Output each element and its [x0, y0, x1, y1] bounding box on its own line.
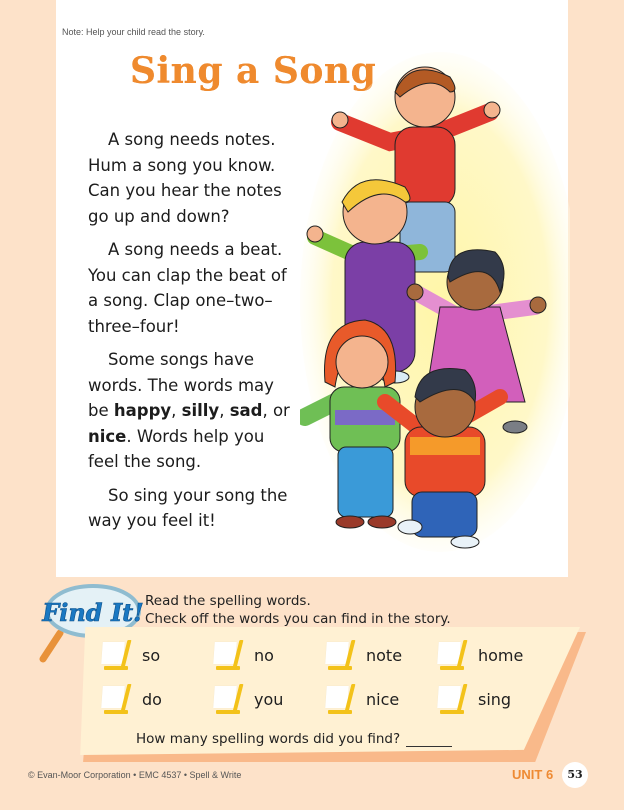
checkbox[interactable] [436, 684, 466, 714]
word-item-nice[interactable] [324, 684, 436, 714]
unit-label: UNIT 6 [512, 767, 554, 782]
word-item-sing[interactable] [436, 684, 548, 714]
word-item-home[interactable] [436, 640, 548, 670]
word-item-you[interactable] [212, 684, 324, 714]
word-label: note [366, 645, 403, 665]
bold-word: silly [181, 401, 220, 420]
bold-word: nice [88, 426, 127, 446]
find-it-instructions [145, 592, 451, 628]
checkbox[interactable] [212, 684, 242, 714]
parent-note: Note: Help your child read the story. [62, 27, 205, 37]
word-label: nice [366, 689, 400, 709]
word-item-so[interactable] [100, 640, 212, 670]
footer-credit: © Evan-Moor Corporation • EMC 4537 • Spell & Write [28, 770, 242, 780]
answer-blank[interactable] [406, 734, 452, 747]
story-paragraph-1: A song needs notes. Hum a song you know. Can you hear the notes go up and down? [88, 130, 282, 226]
checkbox[interactable] [212, 640, 242, 670]
checkbox[interactable] [100, 640, 130, 670]
word-label: so [142, 645, 161, 665]
word-count-question [136, 731, 452, 747]
spelling-word-grid [100, 640, 540, 714]
checkbox[interactable] [324, 640, 354, 670]
word-label: home [478, 645, 524, 665]
word-label: you [254, 689, 284, 709]
word-label: no [254, 645, 274, 665]
instruction-line-1: Read the spelling words. [145, 593, 311, 609]
question-text: How many spelling words did you find? [136, 731, 401, 747]
word-label: do [142, 689, 162, 709]
page-number: 53 [562, 762, 588, 788]
word-item-do[interactable] [100, 684, 212, 714]
story-text [88, 127, 293, 542]
story-paragraph-3: Some songs have words. The words may be happy, silly, sad, or nice. Words help you feel the song. [88, 350, 290, 471]
find-it-badge-text: Find It! [42, 598, 144, 627]
bold-word: sad [229, 401, 263, 420]
bold-word: happy [113, 401, 172, 420]
word-item-note[interactable] [324, 640, 436, 670]
story-paragraph-2: A song needs a beat. You can clap the beat of a song. Clap one–two–three–four! [88, 240, 287, 336]
checkbox[interactable] [100, 684, 130, 714]
children-singing-illustration [300, 52, 570, 552]
checkbox[interactable] [324, 684, 354, 714]
word-label: sing [478, 689, 512, 709]
word-item-no[interactable] [212, 640, 324, 670]
story-title: Sing a Song [130, 50, 377, 92]
checkbox[interactable] [436, 640, 466, 670]
instruction-line-2: Check off the words you can find in the story. [145, 611, 451, 627]
story-paragraph-4: So sing your song the way you feel it! [88, 485, 288, 530]
